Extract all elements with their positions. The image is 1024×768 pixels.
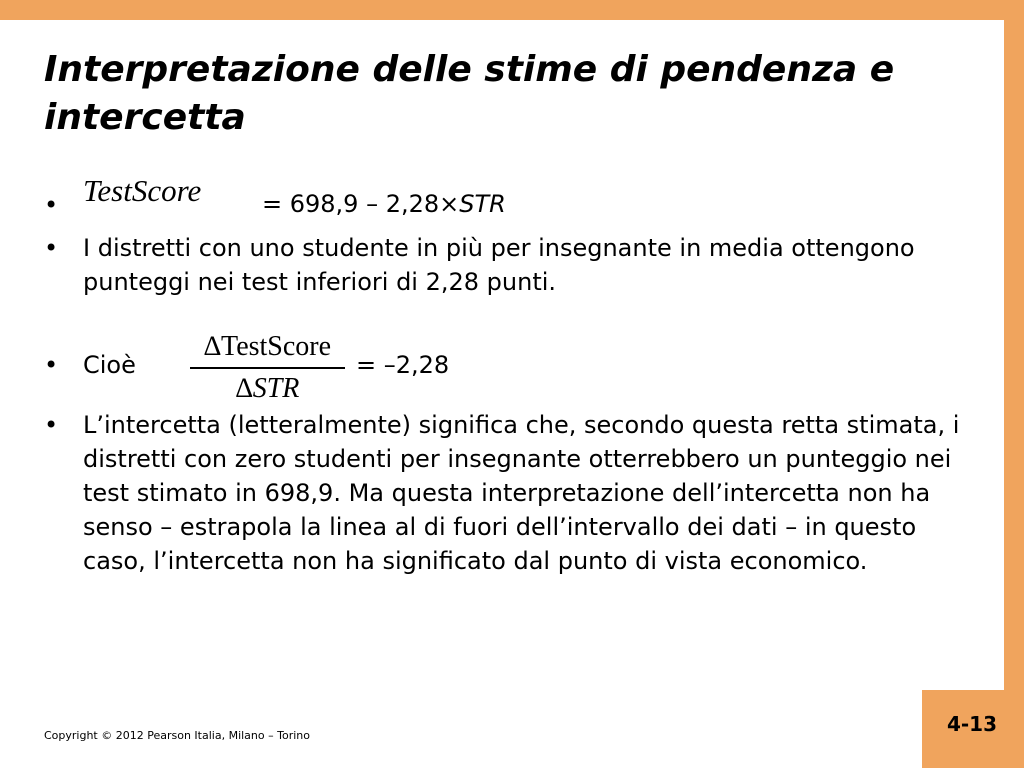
bullet-dot: • <box>44 351 59 379</box>
fraction-result: = –2,28 <box>356 351 450 379</box>
slide-title: Interpretazione delle stime di pendenza e intercetta <box>44 49 895 138</box>
fraction-numerator: ∆TestScore <box>203 331 332 362</box>
fraction-bar <box>190 367 345 369</box>
bullet-dot: • <box>44 234 59 262</box>
equation-rhs-text: = 698,9 – 2,28× <box>262 190 460 218</box>
bullet-text: I distretti con uno studente in più per insegnante in media ottengono punteggi nei test inferiori di 2,28 punti. <box>83 234 915 296</box>
fraction-denominator <box>190 371 345 406</box>
slide-canvas <box>0 20 1004 768</box>
copyright-footer: Copyright © 2012 Pearson Italia, Milano – Torino <box>44 729 310 742</box>
bullet-label: Cioè <box>83 351 136 379</box>
equation-variable: STR <box>459 190 506 218</box>
bullet-dot: • <box>44 191 59 219</box>
page-number: 4-13 <box>946 712 998 736</box>
bullet-intercept-interpretation <box>44 408 974 578</box>
delta-fraction <box>190 330 345 406</box>
delta-symbol: ∆ <box>235 373 253 404</box>
equation-lhs: TestScore <box>83 173 202 208</box>
equation-rhs <box>262 187 506 221</box>
page-number-box <box>922 690 1024 768</box>
bullet-slope-interpretation <box>44 231 974 299</box>
bullet-text: L’intercetta (letteralmente) significa che, secondo questa retta stimata, i distretti con zero studenti per insegnante otterrebbero un punteggio nei test stimato in 698,9. Ma questa interpretazione dell’intercetta non ha senso – estrapola la linea al di fuori dell’intervallo dei dati – in questo caso, l’intercetta non ha significato dal punto di vista economico. <box>83 411 960 575</box>
bullet-dot: • <box>44 411 59 439</box>
denominator-variable: STR <box>252 373 300 404</box>
bullet-cioe <box>44 348 974 382</box>
